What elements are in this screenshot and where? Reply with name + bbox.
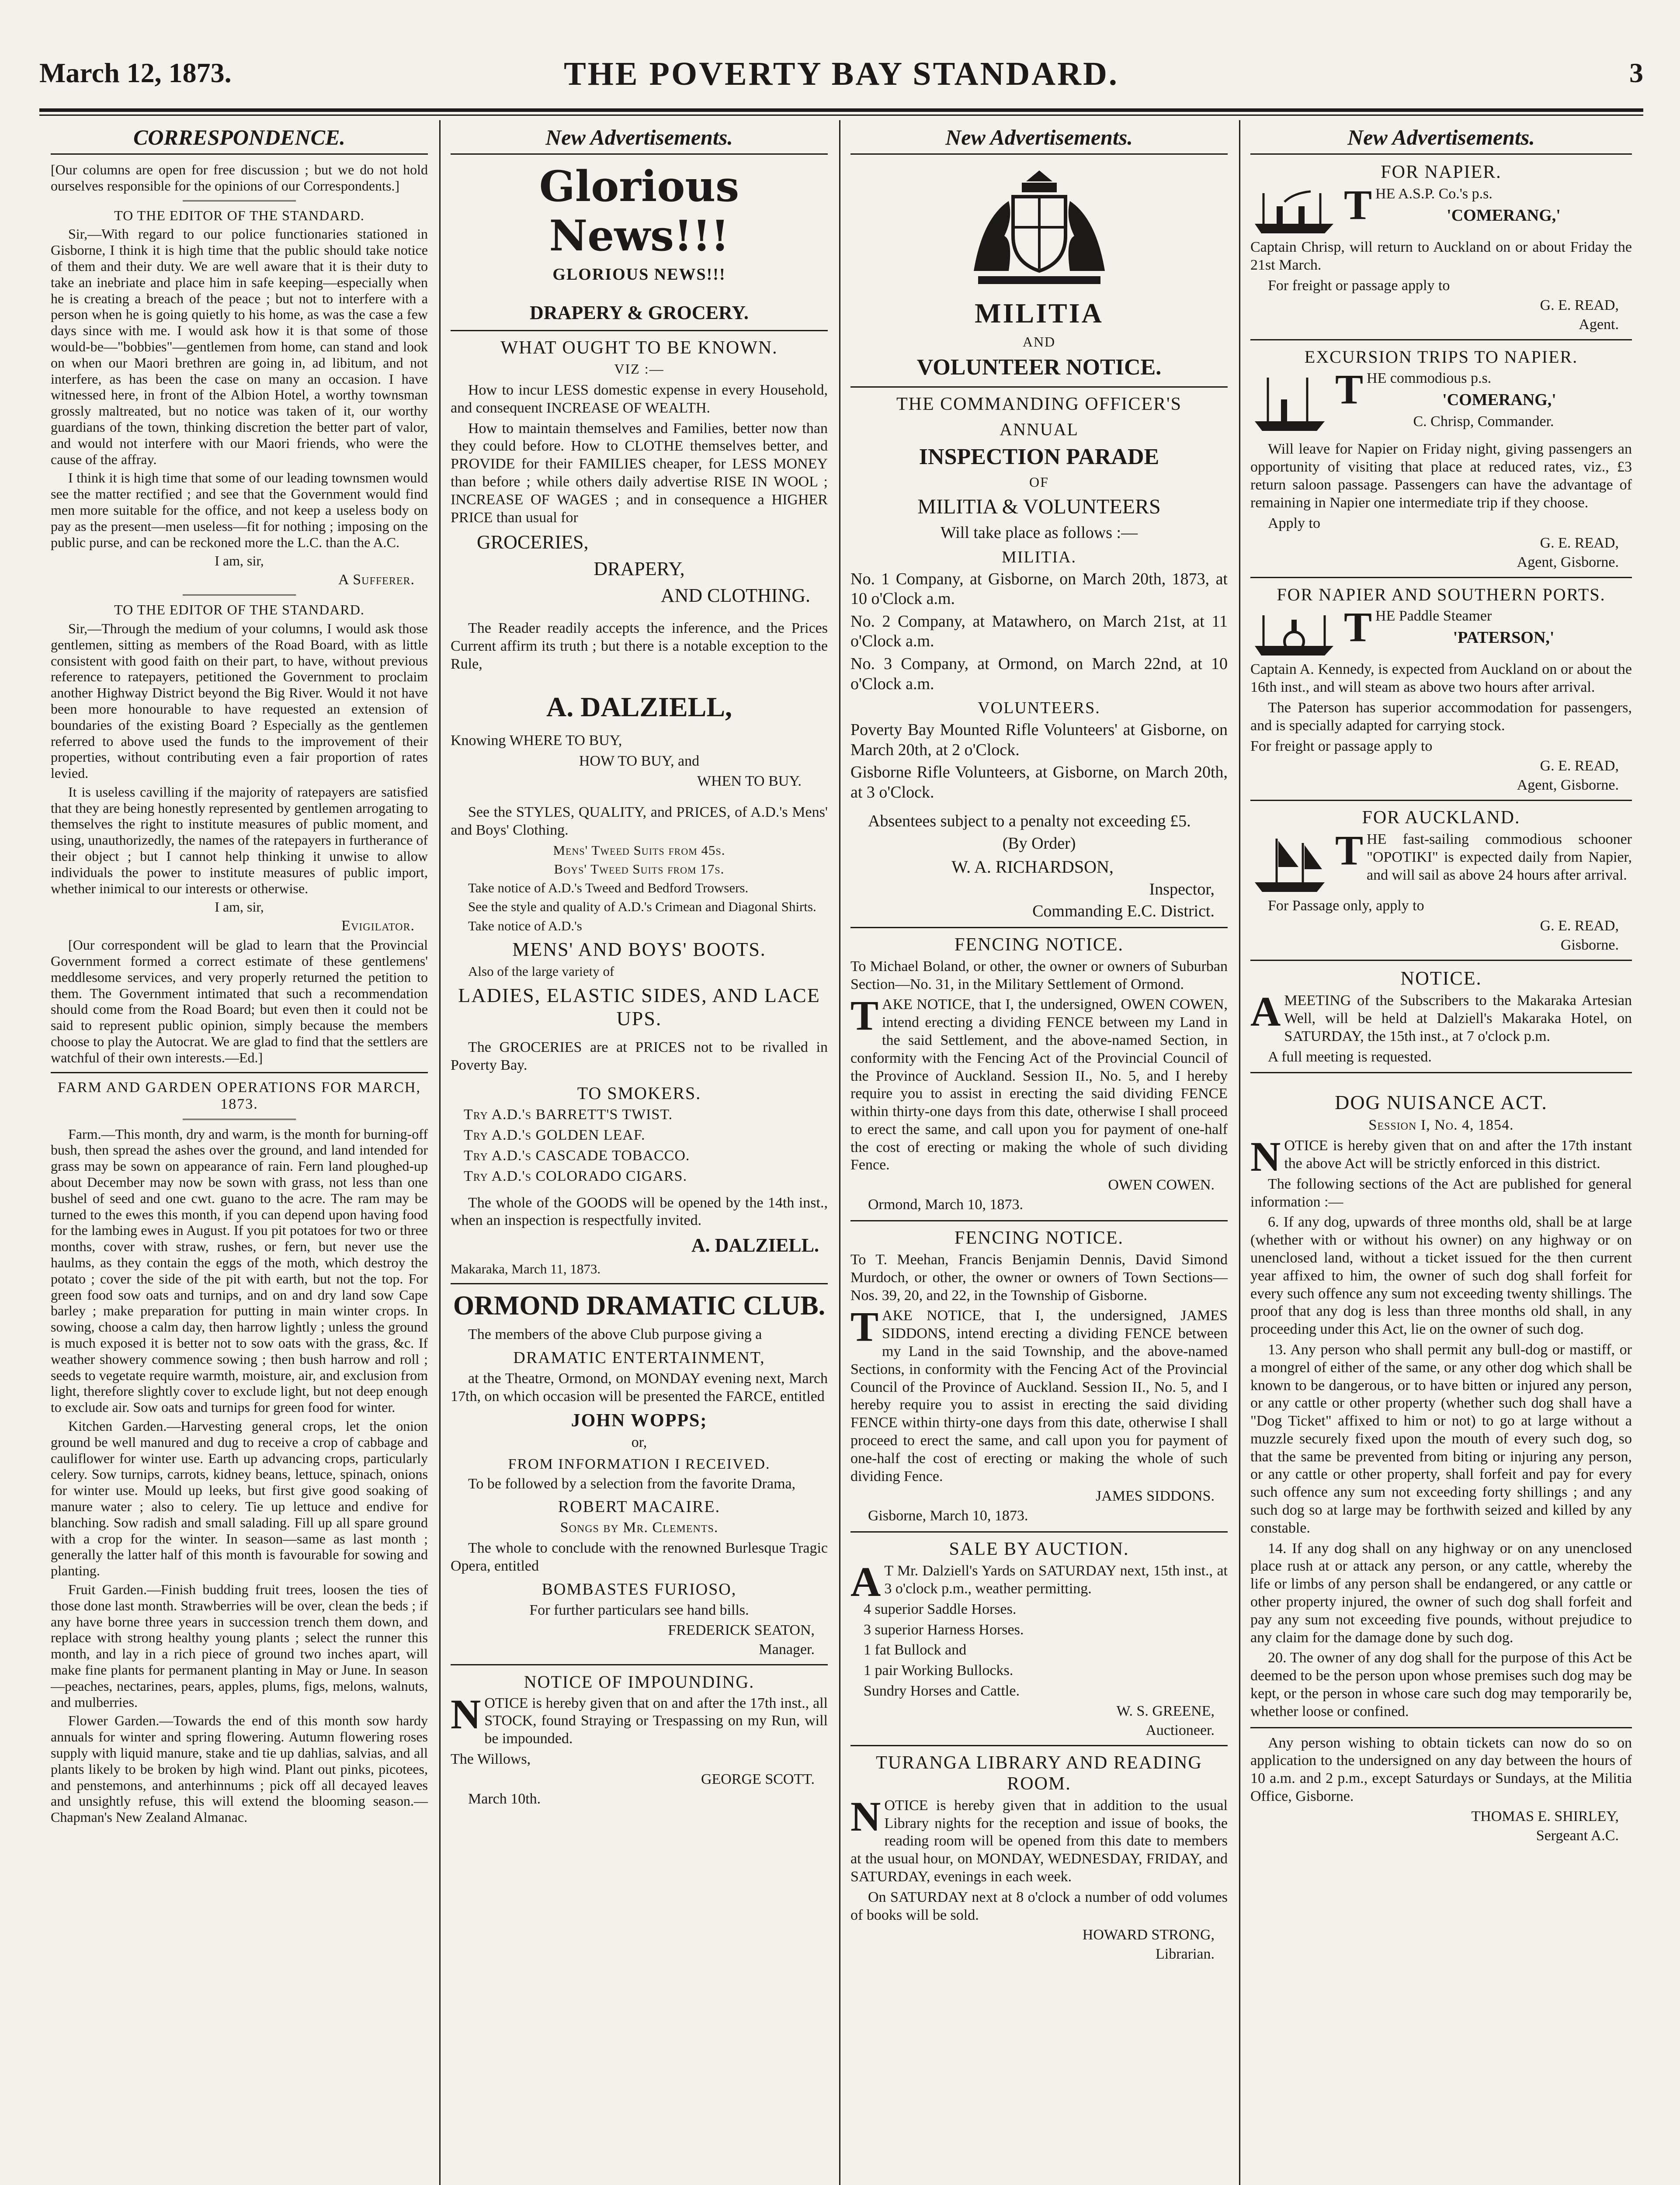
- notice-date: Gisborne, March 10, 1873.: [868, 1508, 1028, 1524]
- notice-text: TAKE NOTICE, that I, the undersigned, OWEN COWEN, intend erecting a dividing FENCE between my Land in the said Settlement, and the above-named Section, in conformity with the Fencing Act of the Provincial Council of the Province of Auckland. Session II., No. 5, and I hereby require you to assist in erecting the said dividing FENCE within thirty-one days from this date, otherwise I shall proceed to erect the same, and call upon you for payment of one-half the cost of erecting or making the whole of such dividing Fence.: [850, 992, 1228, 1173]
- ad-list-item: Try A.D.'s GOLDEN LEAF.: [464, 1127, 646, 1144]
- act-section: 6. If any dog, upwards of three months old, shall be at large (whether with or without his owner) on any highway or on unenclosed land, without a ticket issued for the then current year affixed to him, the owner of such dog shall forfeit for every such offence any sum not exceeding twenty shillings. The proof that any dog is less than three months old shall, in any proceeding under this Act, lie on the owner of such dog.: [1250, 1214, 1632, 1338]
- auction-item: 3 superior Harness Horses.: [864, 1621, 1024, 1638]
- notice-addressee: To Michael Boland, or other, the owner or owners of Suburban Section—No. 31, in the Military Settlement of Ormond.: [850, 958, 1228, 992]
- divider: [183, 594, 296, 596]
- notice-headline: FENCING NOTICE.: [955, 934, 1124, 955]
- auction-item: 4 superior Saddle Horses.: [864, 1601, 1017, 1617]
- ad-subheadline: VIZ :—: [614, 361, 664, 377]
- ad-item: LADIES, ELASTIC SIDES, AND LACE UPS.: [458, 984, 820, 1030]
- notice-section: VOLUNTEERS.: [978, 699, 1100, 718]
- ship-name: 'COMERANG,': [1442, 391, 1556, 409]
- ad-headline: NOTICE OF IMPOUNDING.: [524, 1672, 755, 1692]
- notice-text: NOTICE is hereby given that on and after the 17th instant the above Act will be strictly enforced in this district.: [1250, 1133, 1632, 1180]
- notice-addressee: To T. Meehan, Francis Benjamin Dennis, David Simond Murdoch, or other, the owner or owners of Town Sections—Nos. 39, 20, and 22, in the Township of Gisborne.: [850, 1252, 1228, 1304]
- ad-list-item: Try A.D.'s COLORADO CIGARS.: [464, 1168, 687, 1184]
- column-advertisements: [439, 120, 839, 2185]
- divider: [850, 1745, 1228, 1746]
- notice-headline: MILITIA & VOLUNTEERS: [917, 495, 1161, 518]
- ad-item: JOHN WOPPS;: [571, 1410, 708, 1431]
- notice-text: NOTICE is hereby given that in addition to the usual Library nights for the reception and issue of books, the reading room will be opened from this date to members at the usual hour, on MONDAY, WEDNESDAY, FRIDAY, and SATURDAY, evenings in each week.: [850, 1793, 1228, 1885]
- notice-section: MILITIA.: [1001, 548, 1077, 566]
- agent-role: Gisborne.: [1560, 937, 1619, 954]
- editor-note: [Our correspondent will be glad to learn that the Provincial Government formed a correct estimate of these gentlemens' meddlesome services, and very properly returned the petition to them. The Government intimated that such a recommendation should come from the Road Board; but even then it could not be said to represent public opinion, simply because the members choose to play the Autocrat. We are glad to find that the settlers are watchful of their own interests.—Ed.]: [51, 937, 428, 1065]
- ad-item: DRAPERY,: [594, 558, 685, 580]
- shipping-text: C. Chrisp, Commander.: [1413, 413, 1554, 430]
- agent-name: G. E. READ,: [1540, 535, 1619, 551]
- ad-signature-role: Manager.: [759, 1641, 815, 1658]
- ad-text: The Reader readily accepts the inference, and the Prices Current affirm its truth ; but there is a notable exception to the Rule,: [451, 620, 828, 672]
- ad-text: HOW TO BUY, and: [579, 753, 700, 769]
- notice-headline: TURANGA LIBRARY AND READING ROOM.: [876, 1752, 1202, 1794]
- divider: [183, 200, 296, 201]
- ad-text: Take notice of A.D.'s Tweed and Bedford Trowsers.: [468, 880, 749, 896]
- ad-item: MENS' AND BOYS' BOOTS.: [512, 938, 766, 960]
- shipping-headline: FOR NAPIER.: [1381, 162, 1502, 182]
- column-advertisements: [839, 120, 1239, 2185]
- notice-signature: W. S. GREENE,: [1116, 1703, 1215, 1719]
- article-paragraph: Farm.—This month, dry and warm, is the month for burning-off bush, then spread the ashes over the ground, and land intended for grass may be sown on appearance of rain. Fern land ploughed-up about December may now be sown with grass, not less than one bushel of seed and one cwt. guano to the acre. The ram may be turned to the ewes this month, if you can depend upon having food for the lambing ewes in August. If you pit potatoes for two or three months, cover with straw, rushes, or fern, but never use the haulms, as they contain the eggs of the moth, which destroy the potato ; cover the side of the pit with earth, but not the top. For green food sow oats and turnips, and on and dry land sow Cape barley ; make preparation for putting in main winter crops. In sowing, choose a calm day, then harrow lightly ; unless the ground is much exposed it is better not to sow oats with the grass, &c. If weather showery commence sowing ; then bush harrow and roll ; seeds to vegetate require warmth, moisture, air, and exclusion from light, therefore slightly cover to exclude light, but not deep enough to exclude air. Sow oats and turnips for green food for winter.: [51, 1126, 428, 1415]
- masthead-rule: [39, 108, 1643, 112]
- shipping-text: The Paterson has superior accommodation for passengers, and is specially adapted for carrying stock.: [1250, 699, 1632, 734]
- ad-text: Knowing WHERE TO BUY,: [451, 732, 622, 749]
- letter-close: I am, sir,: [215, 899, 264, 915]
- ad-text: NOTICE is hereby given that on and after the 17th inst., all STOCK, found Straying or Trespassing on my Run, will be impounded.: [451, 1690, 828, 1747]
- notice-headline: FENCING NOTICE.: [955, 1228, 1124, 1249]
- shipping-text: THE fast-sailing commodious schooner "OPOTIKI" is expected daily from Napier, and will sail as above 24 hours after arrival.: [1335, 827, 1632, 883]
- ad-headline: WHAT OUGHT TO BE KNOWN.: [500, 338, 778, 358]
- shipping-headline: FOR NAPIER AND SOUTHERN PORTS.: [1277, 585, 1606, 605]
- act-section: 13. Any person who shall permit any bull-dog or mastiff, or a mongrel of either of the same, or any other dog which shall be known to be dangerous, or to have bitten or injured any person, or any cattle or other property (whether such dog shall have a "Dog Ticket" affixed to him or not) to go at large without a muzzle securely fixed upon the mouth of every such dog, so that the same be prevented from biting or injuring any person, or any cattle or other property, shall forfeit and pay for every such offence any sum not exceeding forty shillings ; and any such dog so at large may be forthwith seized and killed by any constable.: [1250, 1341, 1632, 1536]
- article-paragraph: Flower Garden.—Towards the end of this month sow hardy annuals for winter and spring flowering. Autumn flowering roses supply with liquid manure, stake and tie up dahlias, salvias, and all plants likely to be broken by high wind. Plant out pinks, picotees, and penstemons, and anterhinnums ; pick off all decayed leaves and unsightly refuse, this will extend the blooming season.—Chapman's New Zealand Almanac.: [51, 1713, 428, 1825]
- notice-signature: JAMES SIDDONS.: [1095, 1488, 1215, 1505]
- notice-item: Gisborne Rifle Volunteers, at Gisborne, on March 20th, at 3 o'Clock.: [850, 763, 1228, 801]
- ad-list-item: Try A.D.'s BARRETT'S TWIST.: [464, 1106, 673, 1123]
- notice-connector: OF: [1029, 474, 1049, 490]
- agent-role: Agent, Gisborne.: [1517, 554, 1619, 571]
- column-advertisements: [1239, 120, 1643, 2185]
- notice-date: Ormond, March 10, 1873.: [868, 1197, 1024, 1213]
- ad-merchant-name: A. DALZIELL.: [691, 1235, 819, 1256]
- divider: [1250, 1727, 1632, 1728]
- ad-text: For further particulars see hand bills.: [529, 1602, 749, 1618]
- notice-headline: NOTICE.: [1400, 968, 1482, 989]
- notice-signature: HOWARD STRONG,: [1082, 1927, 1215, 1943]
- notice-signature-role: Sergeant A.C.: [1536, 1827, 1619, 1844]
- paddle-steamer-icon: [1250, 611, 1338, 659]
- divider: [451, 330, 828, 331]
- ad-text: How to incur LESS domestic expense in every Household, and consequent INCREASE OF WEALTH.: [451, 382, 828, 416]
- auction-item: 1 fat Bullock and: [864, 1642, 967, 1658]
- divider: [451, 1283, 828, 1284]
- letter-signature: A Sufferer.: [338, 572, 415, 588]
- divider: [850, 1531, 1228, 1533]
- divider: [451, 1664, 828, 1665]
- editorial-note: [Our columns are open for free discussion ; but we do not hold ourselves responsible for the opinions of our Correspondents.]: [51, 162, 428, 194]
- divider: [850, 386, 1228, 388]
- ad-text: See the style and quality of A.D.'s Crimean and Diagonal Shirts.: [468, 899, 816, 915]
- ship-name: 'PATERSON,': [1453, 628, 1555, 647]
- shipping-text: For freight or passage apply to: [1250, 738, 1433, 754]
- ad-text: The whole of the GOODS will be opened by the 14th inst., when an inspection is respectfully invited.: [451, 1194, 828, 1229]
- notice-item: No. 2 Company, at Matawhero, on March 21st, at 11 o'Clock a.m.: [850, 612, 1228, 651]
- shipping-text: For Passage only, apply to: [1268, 898, 1424, 914]
- ad-headline: Glorious News!!!: [539, 162, 739, 260]
- notice-text: On SATURDAY next at 8 o'clock a number of odd volumes of books will be sold.: [850, 1889, 1228, 1923]
- notice-headline: SALE BY AUCTION.: [949, 1539, 1129, 1560]
- shipping-text: THE commodious p.s.: [1335, 366, 1492, 413]
- column-correspondence: [39, 120, 439, 2185]
- ad-merchant-name: A. DALZIELL,: [546, 691, 732, 722]
- letter-body: I think it is high time that some of our leading townsmen would see the matter rectified ; and see that the Government would find men more suitable for the office, and not keep a useless body on pay as the present—men useless—fit for nothing ; imposing on the public purse, and can be reckoned more the L.C. than the A.C.: [51, 470, 428, 550]
- column-heading: New Advertisements.: [850, 120, 1228, 155]
- divider: [51, 1072, 428, 1073]
- article-paragraph: Kitchen Garden.—Harvesting general crops, let the onion ground be well manured and dug to receive a crop of cabbage and cauliflower for winter use. Earth up advancing crops, particularly celery. Sow turnips, carrots, kidney beans, lettuce, spinach, onions for winter use. Mould up leeks, but first give good soaking of manure water ; also to celery. Tie up lettuce and endive for blanching. Sow radish and small salading. Fill up all spare ground with a crop for the winter. In season—same as last month ; generally the latter half of this month is favourable for sowing and planting.: [51, 1418, 428, 1579]
- ad-list-item: Try A.D.'s CASCADE TOBACCO.: [464, 1148, 690, 1164]
- notice-signature-role: Inspector,: [1149, 880, 1215, 898]
- ad-price: Mens' Tweed Suits from 45s.: [553, 842, 725, 858]
- agent-name: G. E. READ,: [1540, 758, 1619, 774]
- ad-item: FROM INFORMATION I RECEIVED.: [508, 1456, 771, 1472]
- ad-headline: ORMOND DRAMATIC CLUB.: [453, 1291, 826, 1321]
- ad-date: March 10th.: [468, 1790, 541, 1807]
- shipping-headline: FOR AUCKLAND.: [1362, 808, 1520, 828]
- shipping-headline: EXCURSION TRIPS TO NAPIER.: [1304, 347, 1578, 367]
- act-section: 20. The owner of any dog shall for the purpose of this Act be deemed to be the person upon whose premises such dog may be kept, or the person in whose care such dog may temporarily be, whether loose or confined.: [1250, 1650, 1632, 1720]
- steamship-icon: [1250, 373, 1329, 439]
- divider: [1250, 800, 1632, 801]
- notice-item: No. 1 Company, at Gisborne, on March 20th, 1873, at 10 o'Clock a.m.: [850, 569, 1228, 608]
- ad-text: The GROCERIES are at PRICES not to be rivalled in Poverty Bay.: [451, 1039, 828, 1073]
- steamship-icon: [1250, 189, 1338, 237]
- notice-headline: MILITIA: [975, 298, 1104, 329]
- divider: [850, 927, 1228, 928]
- issue-date: March 12, 1873.: [39, 57, 232, 88]
- shipping-text: Will leave for Napier on Friday night, giving passengers an opportunity of visiting that place at reduced rates, viz., £3 return saloon passage. Passengers can have the advantage of remaining in Napier one intermediate trip if they choose.: [1250, 441, 1632, 511]
- notice-signature: THOMAS E. SHIRLEY,: [1471, 1808, 1619, 1824]
- notice-text: AT Mr. Dalziell's Yards on SATURDAY next, 15th inst., at 3 o'clock p.m., weather permitting.: [850, 1558, 1228, 1606]
- notice-text: Any person wishing to obtain tickets can now do so on application to the undersigned on any day between the hours of 10 a.m. and 2 p.m., except Saturdays or Sundays, at the Militia Office, Gisborne.: [1250, 1734, 1632, 1805]
- ad-text: or,: [631, 1434, 647, 1450]
- shipping-text: THE Paddle Steamer: [1344, 603, 1492, 651]
- notice-headline: INSPECTION PARADE: [919, 444, 1159, 469]
- shipping-text: THE A.S.P. Co.'s p.s.: [1344, 181, 1493, 228]
- agent-role: Agent.: [1579, 316, 1619, 333]
- ad-text: Songs by Mr. Clements.: [560, 1519, 719, 1536]
- article-paragraph: Fruit Garden.—Finish budding fruit trees, loosen the ties of those done last month. Strawberries will be over, clean the beds ; if any have borne three years in succession trench them down, and replace with strong healthy young plants ; select the runner this month, and lay in a rich piece of ground two inches apart, will make fine plants for permanent planting in May or June. In season—peaches, nectarines, pears, apples, plums, figs, melons, walnuts, and mulberries.: [51, 1581, 428, 1710]
- agent-role: Agent, Gisborne.: [1517, 777, 1619, 794]
- notice-subheadline: Session I, No. 4, 1854.: [1368, 1117, 1514, 1134]
- ad-subheadline: GLORIOUS NEWS!!!: [552, 265, 726, 284]
- notice-connector: AND: [1022, 334, 1056, 350]
- ad-text: How to maintain themselves and Families, better now than they could before. How to CLOTHE themselves better, and PROVIDE for their FAMILIES cheaper, for LESS MONEY than before ; while others daily advertise RISE IN WOOL ; INCREASE OF WAGES ; and in consequence a HIGHER PRICE than usual for: [451, 420, 828, 526]
- ad-place: The Willows,: [451, 1751, 531, 1767]
- column-heading: New Advertisements.: [1250, 120, 1632, 155]
- shipping-text: Apply to: [1268, 515, 1320, 531]
- notice-signature-role: Auctioneer.: [1145, 1722, 1215, 1738]
- ad-text: Also of the large variety of: [468, 963, 614, 979]
- notice-signature-role: Librarian.: [1156, 1946, 1215, 1963]
- ad-signature: GEORGE SCOTT.: [701, 1771, 815, 1787]
- notice-subheadline: THE COMMANDING OFFICER'S: [896, 394, 1182, 414]
- notice-text: Absentees subject to a penalty not exceeding £5.: [868, 812, 1191, 830]
- column-heading: New Advertisements.: [451, 120, 828, 155]
- ad-date: Makaraka, March 11, 1873.: [451, 1261, 601, 1277]
- ad-item: TO SMOKERS.: [577, 1083, 701, 1103]
- masthead-rule-thin: [39, 114, 1643, 116]
- ad-text: Take notice of A.D.'s: [468, 918, 582, 933]
- masthead: [39, 48, 1643, 105]
- letter-body: It is useless cavilling if the majority of ratepayers are satisfied that they are being honestly represented by gentlemen arrogating to themselves the right to institute measures of public moment, and using, unauthorizedly, the names of the ratepayers in furtherance of their object ; but I cannot help thinking it unwise to allow individuals the power to institute measures of public import, whether inimical to our interests or otherwise.: [51, 784, 428, 896]
- divider: [1250, 960, 1632, 961]
- ad-text: The members of the above Club purpose giving a: [468, 1326, 762, 1343]
- agent-name: G. E. READ,: [1540, 297, 1619, 314]
- divider: [1250, 1072, 1632, 1073]
- notice-signature: OWEN COWEN.: [1108, 1177, 1215, 1193]
- ad-text: To be followed by a selection from the favorite Drama,: [468, 1475, 796, 1492]
- ad-signature: FREDERICK SEATON,: [668, 1622, 815, 1638]
- ad-price: Boys' Tweed Suits from 17s.: [554, 861, 725, 877]
- royal-coat-of-arms-icon: [961, 162, 1118, 293]
- notice-item: Poverty Bay Mounted Rifle Volunteers' at Gisborne, on March 20th, at 2 o'Clock.: [850, 721, 1228, 759]
- letter-signature: Evigilator.: [341, 918, 415, 934]
- shipping-text: For freight or passage apply to: [1268, 277, 1450, 294]
- divider: [850, 1220, 1228, 1221]
- schooner-icon: [1250, 834, 1329, 895]
- notice-text: AMEETING of the Subscribers to the Makaraka Artesian Well, will be held at Dalziell's Makaraka Hotel, on SATURDAY, the 15th inst., at 7 o'clock p.m.: [1250, 988, 1632, 1044]
- notice-text: The following sections of the Act are published for general information :—: [1250, 1176, 1632, 1210]
- ad-item: GROCERIES,: [477, 531, 589, 553]
- agent-name: G. E. READ,: [1540, 918, 1619, 934]
- letter-salutation: TO THE EDITOR OF THE STANDARD.: [114, 602, 364, 618]
- ad-headline: DRAPERY & GROCERY.: [530, 302, 749, 323]
- notice-text: TAKE NOTICE, that I, the undersigned, JAMES SIDDONS, intend erecting a dividing FENCE between my Land in the said Township, and the above-named Sections, in conformity with the Fencing Act of the Provincial Council of the Province of Auckland. Session II., No. 5, and I hereby require you to assist in erecting the said dividing FENCE within thirty-one days from this date, otherwise I shall proceed to erect the same, and call upon you for payment of one-half the cost of erecting or making the whole of such dividing Fence.: [850, 1303, 1228, 1484]
- ship-name: 'COMERANG,': [1447, 206, 1561, 225]
- shipping-text: Captain A. Kennedy, is expected from Auckland on or about the 16th inst., and will steam as above two hours after arrival.: [1250, 661, 1632, 696]
- ad-text: WHEN TO BUY.: [697, 773, 802, 790]
- notice-headline: VOLUNTEER NOTICE.: [916, 355, 1162, 380]
- notice-text: (By Order): [1002, 834, 1076, 853]
- article-headline: FARM AND GARDEN OPERATIONS FOR MARCH, 1873.: [58, 1079, 421, 1112]
- notice-signature-role: Commanding E.C. District.: [1032, 902, 1215, 920]
- divider: [1250, 577, 1632, 578]
- ad-text: The whole to conclude with the renowned Burlesque Tragic Opera, entitled: [451, 1540, 828, 1575]
- notice-text: A full meeting is requested.: [1268, 1048, 1432, 1065]
- newspaper-title: THE POVERTY BAY STANDARD.: [564, 55, 1119, 92]
- letter-close: I am, sir,: [215, 553, 264, 569]
- notice-item: No. 3 Company, at Ormond, on March 22nd, at 10 o'Clock a.m.: [850, 654, 1228, 693]
- auction-item: Sundry Horses and Cattle.: [864, 1683, 1020, 1699]
- ad-text: at the Theatre, Ormond, on MONDAY evening next, March 17th, on which occasion will be presented the FARCE, entitled: [451, 1370, 828, 1405]
- divider: [183, 1119, 296, 1120]
- letter-salutation: TO THE EDITOR OF THE STANDARD.: [114, 207, 364, 223]
- ad-item: DRAMATIC ENTERTAINMENT,: [513, 1349, 765, 1367]
- ad-item: ROBERT MACAIRE.: [558, 1498, 721, 1516]
- notice-signature: W. A. RICHARDSON,: [951, 857, 1114, 877]
- page-number: 3: [1629, 57, 1643, 88]
- ad-item: AND CLOTHING.: [660, 585, 810, 607]
- divider: [1250, 339, 1632, 340]
- auction-item: 1 pair Working Bullocks.: [864, 1662, 1014, 1679]
- notice-headline: DOG NUISANCE ACT.: [1335, 1091, 1548, 1114]
- notice-text: Will take place as follows :—: [940, 524, 1138, 542]
- ad-item: BOMBASTES FURIOSO,: [541, 1580, 737, 1599]
- letter-body: Sir,—Through the medium of your columns, I would ask those gentlemen, sitting as members of the Road Board, with as little consistent with good faith on their part, to have, without previous reference to ratepayers, petitioned the Government to proclaim another Highway District beyond the Big River. Would it not have been more honourable to have requested an extension of boundaries of the existing Board ? Especially as the gentlemen referred to above used the funds to the improvement of their properties, without contributing even a fair proportion of rates levied.: [51, 620, 428, 781]
- ad-text: See the STYLES, QUALITY, and PRICES, of A.D.'s Mens' and Boys' Clothing.: [451, 804, 828, 838]
- shipping-text: Captain Chrisp, will return to Auckland on or about Friday the 21st March.: [1250, 239, 1632, 273]
- letter-body: Sir,—With regard to our police functionaries stationed in Gisborne, I think it is high time that the public should take notice of them and their duty. We are well aware that it is their duty to take an inebriate and place him in safe keeping—especially when he is creating a breach of the peace ; but not to interfere with a person when he is going quietly to his home, as was the case a few days since with me. I would ask how it is that some of those would-be—"bobbies"—gentlemen from home, can stand and look on when our Maori brethren are going in, ad libitum, and not interfere, as has been the case on many an occasion. I have witnessed here, in front of the Albion Hotel, a worthy townsman grossly maltreated, but no notice was taken of it, our worthy guardians of the town, thinking discretion the better part of valor, and would not interfere with our Maori friends, who were the cause of the affray.: [51, 226, 428, 467]
- notice-subheadline: ANNUAL: [1000, 420, 1079, 439]
- column-heading: CORRESPONDENCE.: [51, 120, 428, 155]
- act-section: 14. If any dog shall on any highway or on any unenclosed place rush at or attack any person, or any cattle, whereby the life or limbs of any person shall be endangered, or any cattle or other property injured, the owner of such dog shall forfeit and pay any sum not exceeding five pounds, without prejudice to any claim for the damage done by such dog.: [1250, 1540, 1632, 1646]
